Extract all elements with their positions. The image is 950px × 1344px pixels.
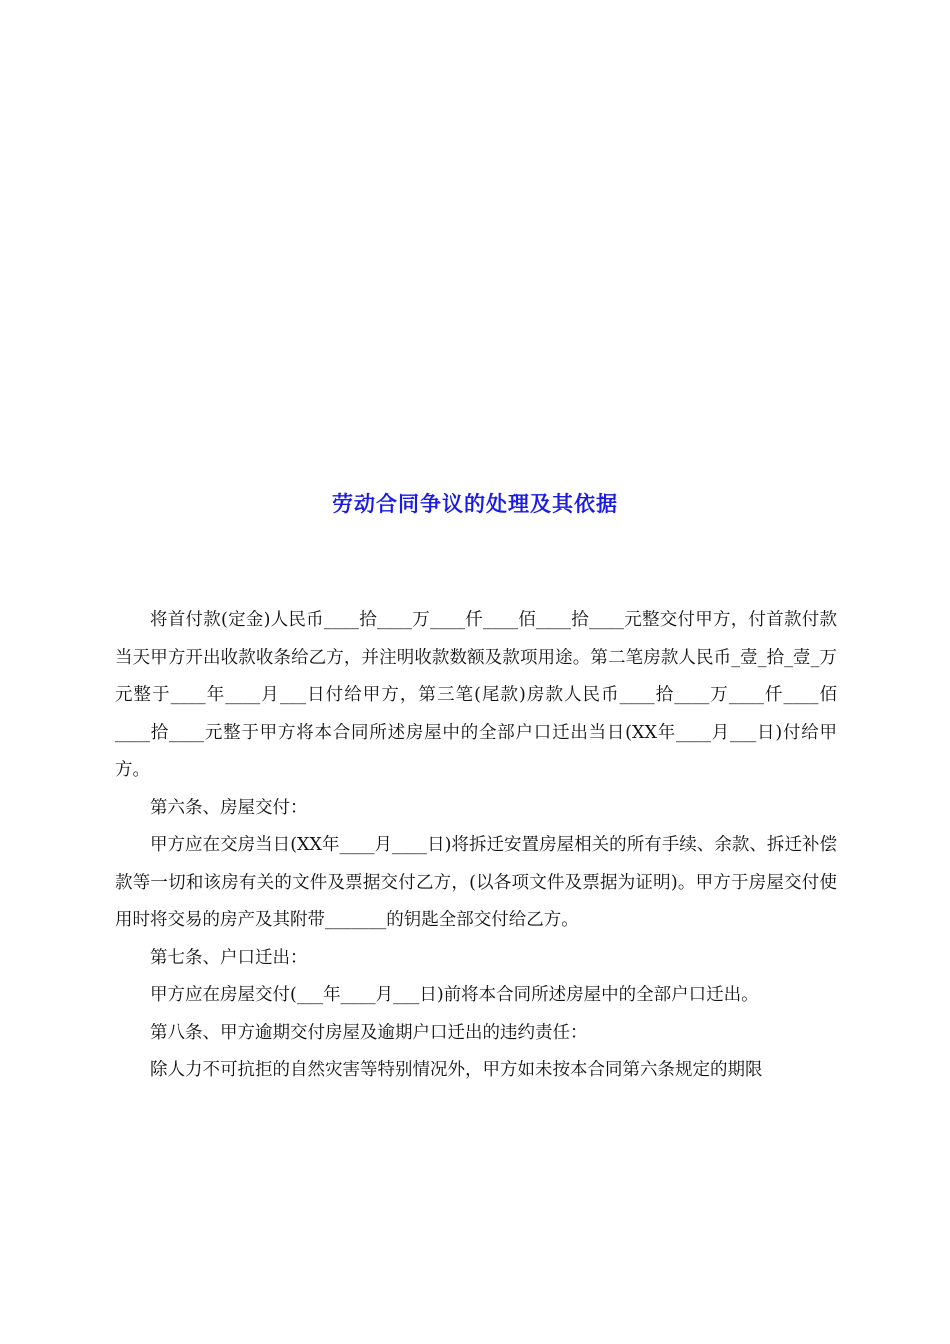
paragraph-breach-liability: 除人力不可抗拒的自然灾害等特别情况外，甲方如未按本合同第六条规定的期限	[150, 1060, 763, 1080]
paragraph-payment-terms: 将首付款(定金)人民币____拾____万____仟____佰____拾____元整交付甲方，付首款付款当天甲方开出收款收条给乙方，并注明收款数额及款项用途。第二笔房款人民币_壹_拾_壹_万元整于____年____月___日付给甲方，第三笔(尾款)房款人民币____拾____万____仟____佰____拾____元整于甲方将本合同所述房屋中的全部户口迁出当日(XX年____月___日)付给甲方。	[115, 610, 837, 780]
paragraph-hukou-transfer: 甲方应在房屋交付(___年____月___日)前将本合同所述房屋中的全部户口迁出。	[150, 985, 759, 1005]
article-8-heading: 第八条、甲方逾期交付房屋及逾期户口迁出的违约责任：	[150, 1022, 588, 1043]
document-body	[115, 602, 837, 1090]
article-6-heading: 第六条、房屋交付：	[150, 797, 308, 818]
document-title: 劳动合同争议的处理及其依据	[332, 492, 618, 516]
article-7-heading: 第七条、户口迁出：	[150, 947, 308, 968]
paragraph-house-delivery: 甲方应在交房当日(XX年____月____日)将拆迁安置房屋相关的所有手续、余款、拆迁补偿款等一切和该房有关的文件及票据交付乙方，(以各项文件及票据为证明)。甲方于房屋交付使用时将交易的房产及其附带_______的钥匙全部交付给乙方。	[115, 835, 837, 930]
